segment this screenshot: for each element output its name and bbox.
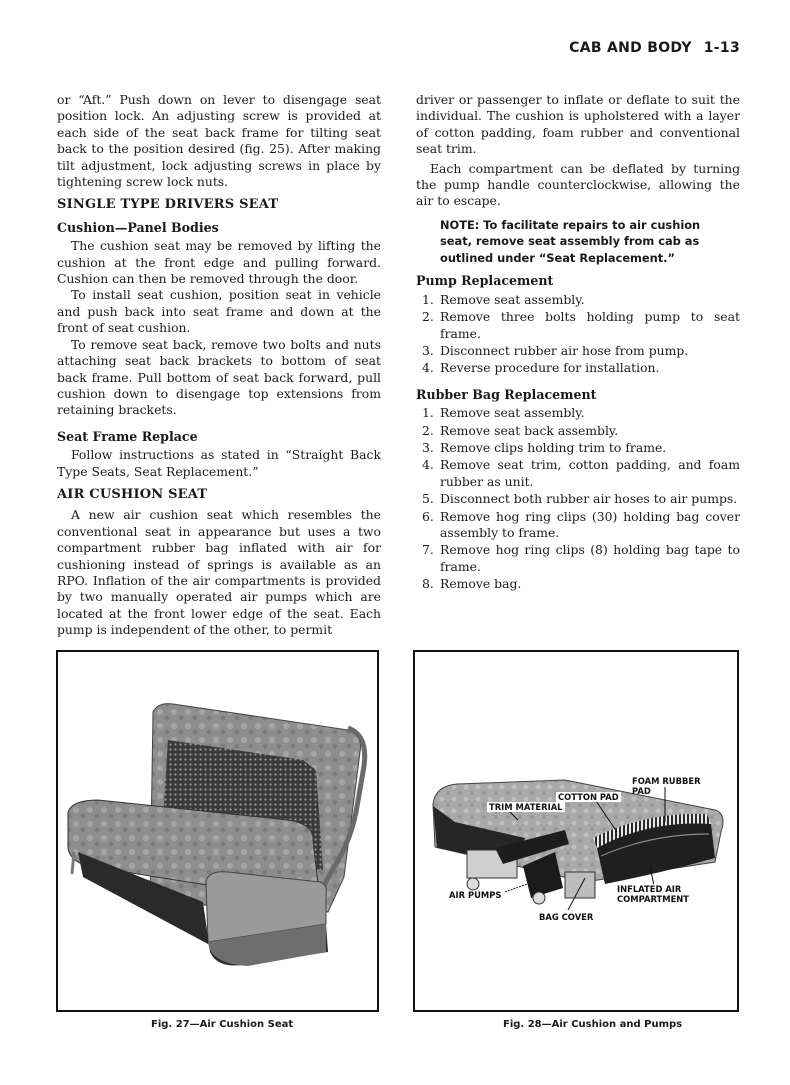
label-foam-rubber-pad: FOAM RUBBER PAD bbox=[632, 776, 701, 796]
list-item: 4. Reverse procedure for installation. bbox=[422, 360, 660, 376]
label-bag-cover: BAG COVER bbox=[539, 912, 594, 922]
list-item: 6. Remove hog ring clips (30) holding bag cover assembly to frame. bbox=[422, 508, 740, 541]
heading-single-type-drivers-seat: SINGLE TYPE DRIVERS SEAT bbox=[57, 197, 279, 213]
page-number: 1-13 bbox=[703, 40, 740, 56]
section-title: CAB AND BODY bbox=[569, 40, 692, 56]
list-item: 2. Remove seat back assembly. bbox=[422, 422, 619, 438]
pump-replacement-steps bbox=[416, 292, 740, 377]
figure-27-caption: Fig. 27—Air Cushion Seat bbox=[151, 1019, 294, 1030]
subheading-pump-replacement: Pump Replacement bbox=[416, 273, 554, 289]
air-cushion-pumps-illustration bbox=[415, 652, 737, 1010]
paragraph: The cushion seat may be removed by lifting the cushion at the front edge and pulling forward. Cushion can then be removed through the door. bbox=[57, 238, 381, 287]
figure-27-frame bbox=[56, 650, 379, 1012]
right-column bbox=[416, 92, 740, 594]
page-header bbox=[569, 40, 740, 56]
label-inflated-air-compartment: INFLATED AIR COMPARTMENT bbox=[615, 884, 719, 904]
list-item: 3. Disconnect rubber air hose from pump. bbox=[422, 342, 689, 358]
heading-air-cushion-seat: AIR CUSHION SEAT bbox=[57, 486, 208, 502]
paragraph: Follow instructions as stated in “Straight Back Type Seats, Seat Replacement.” bbox=[57, 447, 381, 479]
list-item: 2. Remove three bolts holding pump to seat frame. bbox=[422, 309, 740, 341]
list-item: 5. Disconnect both rubber air hoses to air pumps. bbox=[422, 491, 738, 507]
list-item: 7. Remove hog ring clips (8) holding bag tape to frame. bbox=[422, 542, 740, 574]
deflate-paragraph: Each compartment can be deflated by turning the pump handle counterclockwise, allowing the air to escape. bbox=[416, 160, 740, 209]
label-cotton-pad: COTTON PAD bbox=[558, 792, 619, 802]
paragraph: A new air cushion seat which resembles the conventional seat in appearance but uses a two compartment rubber bag inflated with air for cushioning instead of springs is available as an RPO. Inflation of the air compartments is provided by two manually operated air pumps which are located at the front lower edge of the seat. Each pump is independent of the other, to permit bbox=[57, 507, 381, 638]
list-item: 1. Remove seat assembly. bbox=[422, 405, 585, 421]
list-item: 1. Remove seat assembly. bbox=[422, 291, 585, 307]
figure-28-caption: Fig. 28—Air Cushion and Pumps bbox=[503, 1019, 683, 1030]
intro-paragraph: or “Aft.” Push down on lever to disengage seat position lock. An adjusting screw is provided at each side of the seat back frame for tilting seat back to the position desired (fig. 25). After making tilt adjustment, lock adjusting screws in place by tightening screw lock nuts. bbox=[57, 92, 381, 190]
left-column bbox=[57, 92, 381, 639]
air-cushion-seat-illustration bbox=[58, 652, 377, 1010]
subheading-rubber-bag-replacement: Rubber Bag Replacement bbox=[416, 386, 597, 402]
list-item: 8. Remove bag. bbox=[422, 576, 522, 592]
paragraph: To install seat cushion, position seat in vehicle and push back into seat frame and down at the front of seat cushion. bbox=[57, 287, 381, 336]
subheading-seat-frame-replace: Seat Frame Replace bbox=[57, 428, 198, 444]
paragraph: To remove seat back, remove two bolts and nuts attaching seat back brackets to bottom of seat back frame. Pull bottom of seat back forward, pull cushion down to disengage top extensions from retaining brackets. bbox=[57, 336, 381, 418]
label-trim-material: TRIM MATERIAL bbox=[489, 802, 563, 812]
subheading-cushion-panel-bodies: Cushion—Panel Bodies bbox=[57, 219, 219, 235]
label-air-pumps: AIR PUMPS bbox=[449, 890, 502, 900]
continued-paragraph: driver or passenger to inflate or deflate to suit the individual. The cushion is upholstered with a layer of cotton padding, foam rubber and conventional seat trim. bbox=[416, 92, 740, 157]
note-box: NOTE: To facilitate repairs to air cushion seat, remove seat assembly from cab as outlined under “Seat Replacement.” bbox=[440, 217, 701, 265]
list-item: 3. Remove clips holding trim to frame. bbox=[422, 440, 667, 455]
list-item: 4. Remove seat trim, cotton padding, and foam rubber as unit. bbox=[422, 457, 740, 489]
figure-28-frame bbox=[413, 650, 739, 1012]
bag-replacement-steps bbox=[416, 405, 740, 592]
